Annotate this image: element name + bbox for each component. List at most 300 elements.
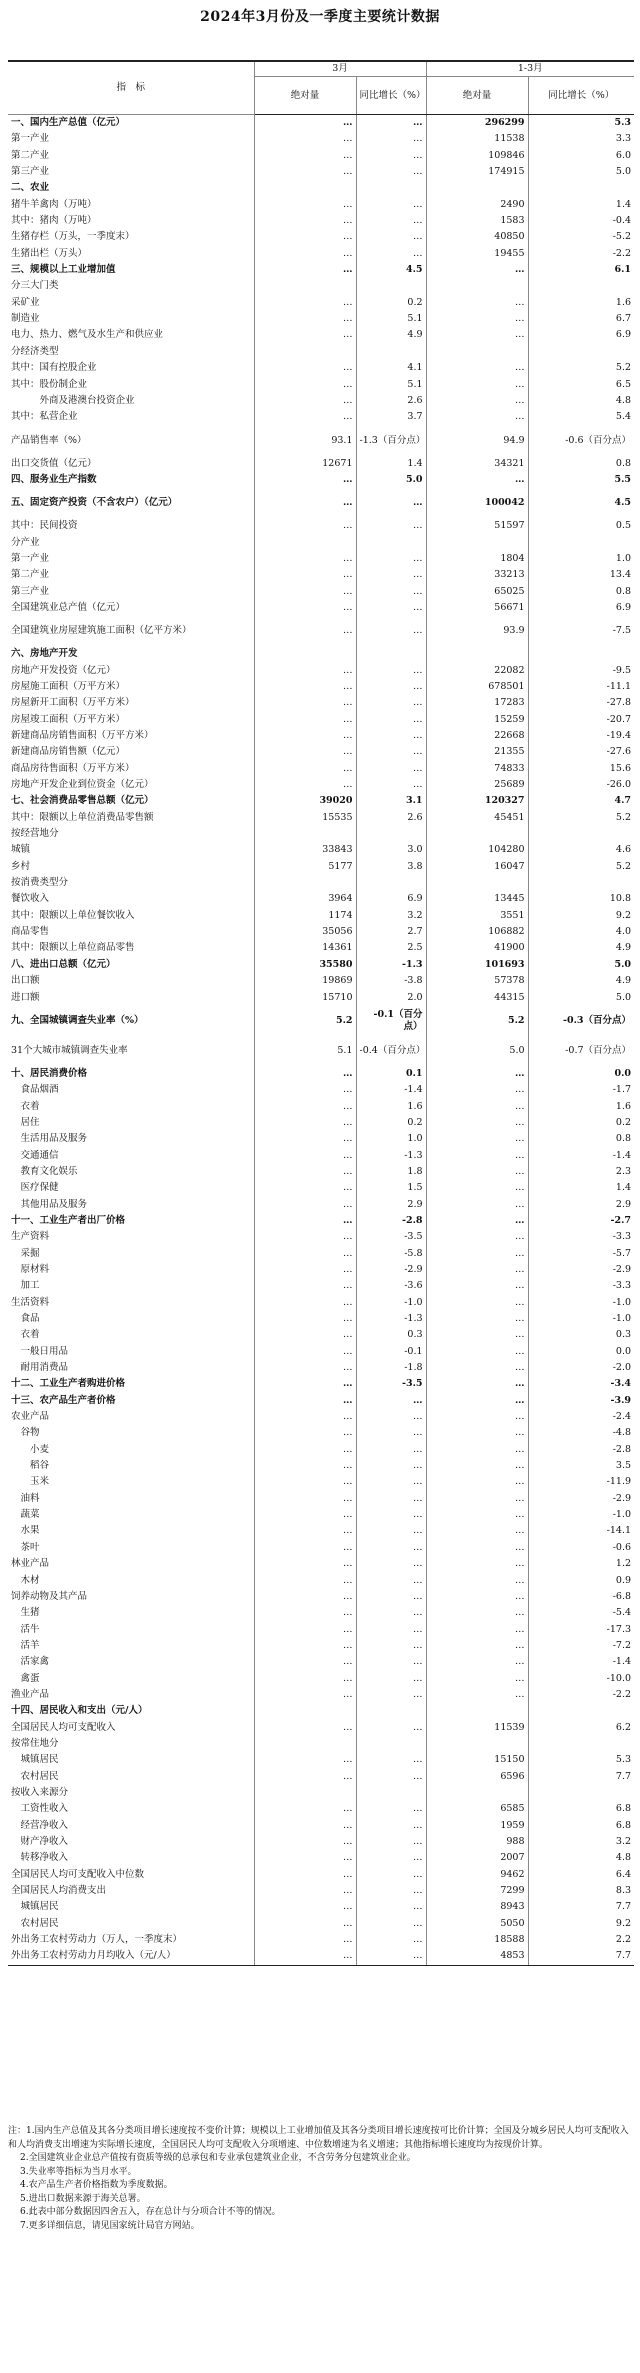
table-row xyxy=(8,1295,634,1311)
month-abs-cell: … xyxy=(254,213,356,229)
row-label: 乡村 xyxy=(11,860,31,872)
table-row xyxy=(8,1393,634,1409)
table-row xyxy=(8,891,634,907)
month-abs-cell: … xyxy=(254,393,356,409)
table-row xyxy=(8,875,634,891)
month-yoy-cell: … xyxy=(356,1932,426,1948)
table-row xyxy=(8,567,634,583)
month-yoy-cell: … xyxy=(356,131,426,147)
ytd-yoy-cell xyxy=(528,1703,634,1719)
table-row xyxy=(8,793,634,809)
row-label: 房屋施工面积（万平方米） xyxy=(11,680,126,692)
ytd-abs-cell: 7299 xyxy=(426,1883,528,1899)
ytd-abs-cell: 13445 xyxy=(426,891,528,907)
ytd-yoy-cell: 4.9 xyxy=(528,973,634,989)
row-label: 蔬菜 xyxy=(11,1509,40,1521)
month-yoy-cell: … xyxy=(356,1883,426,1899)
row-label: 渔业产品 xyxy=(11,1688,50,1700)
table-row xyxy=(8,1036,634,1066)
table-row xyxy=(8,1769,634,1785)
month-yoy-cell xyxy=(356,180,426,196)
table-row xyxy=(8,940,634,956)
ytd-abs-cell xyxy=(426,344,528,360)
month-abs-cell xyxy=(254,1736,356,1752)
month-yoy-cell: … xyxy=(356,663,426,679)
ytd-yoy-cell: 3.2 xyxy=(528,1834,634,1850)
ytd-yoy-cell: -6.8 xyxy=(528,1589,634,1605)
ytd-abs-cell: … xyxy=(426,1605,528,1621)
month-yoy-cell: -1.3 xyxy=(356,1311,426,1327)
ytd-yoy-cell: 5.4 xyxy=(528,409,634,425)
month-yoy-cell xyxy=(356,1785,426,1801)
ytd-abs-cell: … xyxy=(426,1131,528,1147)
ytd-abs-cell: … xyxy=(426,1622,528,1638)
table-row xyxy=(8,695,634,711)
ytd-yoy-cell: 1.4 xyxy=(528,1180,634,1196)
ytd-abs-cell: 2490 xyxy=(426,197,528,213)
ytd-abs-cell: 5050 xyxy=(426,1916,528,1932)
month-yoy-cell: … xyxy=(356,1671,426,1687)
ytd-abs-cell: 2007 xyxy=(426,1850,528,1866)
ytd-yoy-cell: -2.7 xyxy=(528,1213,634,1229)
ytd-yoy-cell: 0.9 xyxy=(528,1573,634,1589)
month-yoy-cell: … xyxy=(356,1867,426,1883)
month-yoy-cell: 2.0 xyxy=(356,990,426,1006)
ytd-abs-cell: … xyxy=(426,1099,528,1115)
ytd-abs-cell: … xyxy=(426,1311,528,1327)
row-label: 房屋竣工面积（万平方米） xyxy=(11,713,126,725)
month-abs-cell: … xyxy=(254,1769,356,1785)
row-label: 分三大门类 xyxy=(11,280,59,292)
month-yoy-cell xyxy=(356,344,426,360)
ytd-abs-cell xyxy=(426,180,528,196)
month-abs-cell: 15710 xyxy=(254,990,356,1006)
month-abs-cell: … xyxy=(254,311,356,327)
ytd-yoy-cell: 9.2 xyxy=(528,908,634,924)
table-body xyxy=(8,115,634,1966)
month-abs-cell: 12671 xyxy=(254,456,356,472)
ytd-abs-cell: 1583 xyxy=(426,213,528,229)
month-yoy-cell: … xyxy=(356,518,426,534)
row-label: 活羊 xyxy=(11,1639,40,1651)
month-abs-cell: … xyxy=(254,1883,356,1899)
table-row xyxy=(8,1834,634,1850)
ytd-abs-cell: … xyxy=(426,1180,528,1196)
table-row xyxy=(8,1344,634,1360)
month-abs-cell: … xyxy=(254,712,356,728)
month-yoy-cell: -2.8 xyxy=(356,1213,426,1229)
footnotes xyxy=(8,2125,634,2233)
month-abs-cell xyxy=(254,646,356,662)
ytd-yoy-cell: -0.4 xyxy=(528,213,634,229)
ytd-yoy-cell: 4.8 xyxy=(528,393,634,409)
ytd-yoy-cell: 5.0 xyxy=(528,957,634,973)
ytd-yoy-cell: -27.6 xyxy=(528,744,634,760)
row-label: 餐饮收入 xyxy=(11,893,50,905)
ytd-yoy-cell: 4.0 xyxy=(528,924,634,940)
ytd-abs-cell: … xyxy=(426,1115,528,1131)
month-yoy-cell: … xyxy=(356,1638,426,1654)
ytd-yoy-cell xyxy=(528,1736,634,1752)
month-abs-cell xyxy=(254,826,356,842)
month-yoy-cell: -1.3（百分点） xyxy=(356,426,426,456)
month-abs-cell: … xyxy=(254,131,356,147)
month-yoy-cell: … xyxy=(356,197,426,213)
month-yoy-cell: … xyxy=(356,1818,426,1834)
row-label: 工资性收入 xyxy=(11,1803,69,1815)
month-yoy-cell: 3.1 xyxy=(356,793,426,809)
month-abs-cell: … xyxy=(254,695,356,711)
month-yoy-cell: … xyxy=(356,1425,426,1441)
row-label: 其中：民间投资 xyxy=(11,520,78,532)
month-yoy-cell: … xyxy=(356,679,426,695)
ytd-abs-cell: 44315 xyxy=(426,990,528,1006)
header-ytd-yoy: 同比增长（%） xyxy=(528,77,634,115)
ytd-yoy-cell: 6.5 xyxy=(528,377,634,393)
month-abs-cell: 35056 xyxy=(254,924,356,940)
ytd-yoy-cell: -1.4 xyxy=(528,1654,634,1670)
table-row xyxy=(8,1752,634,1768)
month-abs-cell: … xyxy=(254,377,356,393)
month-abs-cell: 15535 xyxy=(254,810,356,826)
month-abs-cell: … xyxy=(254,1556,356,1572)
month-yoy-cell: -0.1（百分点） xyxy=(356,1006,426,1036)
ytd-yoy-cell: -2.9 xyxy=(528,1262,634,1278)
ytd-yoy-cell: 5.2 xyxy=(528,360,634,376)
table-row xyxy=(8,1818,634,1834)
month-abs-cell: … xyxy=(254,1148,356,1164)
row-label: 房地产开发企业到位资金（亿元） xyxy=(11,779,154,791)
ytd-abs-cell: 18588 xyxy=(426,1932,528,1948)
ytd-abs-cell: 74833 xyxy=(426,761,528,777)
table-row xyxy=(8,131,634,147)
month-yoy-cell: … xyxy=(356,1687,426,1703)
month-yoy-cell: … xyxy=(356,1654,426,1670)
month-yoy-cell: 0.1 xyxy=(356,1066,426,1082)
month-yoy-cell: … xyxy=(356,600,426,616)
row-label: 木材 xyxy=(11,1574,40,1586)
row-label: 生猪 xyxy=(11,1607,40,1619)
ytd-abs-cell: … xyxy=(426,1523,528,1539)
month-abs-cell: 39020 xyxy=(254,793,356,809)
ytd-abs-cell: 6585 xyxy=(426,1801,528,1817)
ytd-abs-cell: … xyxy=(426,1491,528,1507)
month-yoy-cell: … xyxy=(356,1834,426,1850)
ytd-abs-cell: 17283 xyxy=(426,695,528,711)
month-abs-cell: … xyxy=(254,1687,356,1703)
ytd-yoy-cell: 8.3 xyxy=(528,1883,634,1899)
table-row xyxy=(8,426,634,456)
month-abs-cell: … xyxy=(254,518,356,534)
row-label: 农业产品 xyxy=(11,1411,50,1423)
month-abs-cell: … xyxy=(254,1720,356,1736)
ytd-yoy-cell: -1.0 xyxy=(528,1295,634,1311)
page-title: 2024年3月份及一季度主要统计数据 xyxy=(200,9,440,25)
row-label: 其中：猪肉（万吨） xyxy=(11,215,97,227)
row-label: 城镇居民 xyxy=(11,1754,59,1766)
month-abs-cell: … xyxy=(254,1360,356,1376)
month-abs-cell: … xyxy=(254,1671,356,1687)
row-label: 按收入来源分 xyxy=(11,1786,69,1798)
table-row xyxy=(8,551,634,567)
month-yoy-cell: … xyxy=(356,1507,426,1523)
row-label: 八、进出口总额（亿元） xyxy=(11,958,116,970)
table-row xyxy=(8,344,634,360)
month-abs-cell: … xyxy=(254,1082,356,1098)
month-abs-cell: … xyxy=(254,115,356,132)
ytd-abs-cell: 8943 xyxy=(426,1899,528,1915)
month-yoy-cell: … xyxy=(356,1474,426,1490)
month-abs-cell: … xyxy=(254,761,356,777)
table-row xyxy=(8,1801,634,1817)
ytd-yoy-cell: 7.7 xyxy=(528,1948,634,1965)
ytd-yoy-cell: 6.7 xyxy=(528,311,634,327)
month-yoy-cell: 1.4 xyxy=(356,456,426,472)
month-abs-cell: … xyxy=(254,1589,356,1605)
month-yoy-cell xyxy=(356,875,426,891)
month-abs-cell: … xyxy=(254,744,356,760)
month-abs-cell: 1174 xyxy=(254,908,356,924)
ytd-abs-cell: … xyxy=(426,311,528,327)
month-abs-cell: … xyxy=(254,1654,356,1670)
row-label: 按常住地分 xyxy=(11,1737,59,1749)
table-row xyxy=(8,1736,634,1752)
month-abs-cell: … xyxy=(254,1393,356,1409)
row-label: 全国建筑业总产值（亿元） xyxy=(11,601,126,613)
table-row xyxy=(8,1916,634,1932)
ytd-abs-cell xyxy=(426,1703,528,1719)
month-yoy-cell: … xyxy=(356,1573,426,1589)
row-label: 转移净收入 xyxy=(11,1852,69,1864)
row-label: 新建商品房销售额（亿元） xyxy=(11,746,126,758)
table-row xyxy=(8,278,634,294)
month-abs-cell: … xyxy=(254,1229,356,1245)
table-row xyxy=(8,1654,634,1670)
ytd-yoy-cell: -2.0 xyxy=(528,1360,634,1376)
month-abs-cell xyxy=(254,1785,356,1801)
month-yoy-cell: -3.5 xyxy=(356,1376,426,1392)
month-yoy-cell: … xyxy=(356,1540,426,1556)
ytd-abs-cell: … xyxy=(426,1409,528,1425)
row-label: 二、农业 xyxy=(11,182,50,194)
ytd-yoy-cell: -3.3 xyxy=(528,1278,634,1294)
ytd-abs-cell: 16047 xyxy=(426,859,528,875)
footnote: 3.失业率等指标为当月水平。 xyxy=(20,2166,137,2177)
row-label: 第二产业 xyxy=(11,149,50,161)
ytd-yoy-cell: -11.9 xyxy=(528,1474,634,1490)
month-yoy-cell: … xyxy=(356,551,426,567)
table-row xyxy=(8,1360,634,1376)
ytd-yoy-cell: -1.0 xyxy=(528,1507,634,1523)
month-yoy-cell: -2.9 xyxy=(356,1262,426,1278)
ytd-yoy-cell xyxy=(528,1785,634,1801)
row-label: 全国居民人均可支配收入 xyxy=(11,1721,116,1733)
table-row xyxy=(8,859,634,875)
month-yoy-cell: … xyxy=(356,1769,426,1785)
month-yoy-cell: … xyxy=(356,744,426,760)
table-row xyxy=(8,409,634,425)
ytd-abs-cell: … xyxy=(426,1327,528,1343)
table-row xyxy=(8,1703,634,1719)
ytd-abs-cell: … xyxy=(426,1360,528,1376)
month-abs-cell: … xyxy=(254,1295,356,1311)
ytd-abs-cell: 45451 xyxy=(426,810,528,826)
table-row xyxy=(8,1458,634,1474)
ytd-abs-cell: 100042 xyxy=(426,488,528,518)
month-yoy-cell: … xyxy=(356,115,426,132)
ytd-abs-cell: … xyxy=(426,1654,528,1670)
table-row xyxy=(8,1327,634,1343)
ytd-abs-cell: 11539 xyxy=(426,1720,528,1736)
ytd-abs-cell: … xyxy=(426,472,528,488)
ytd-abs-cell: … xyxy=(426,1148,528,1164)
month-abs-cell: … xyxy=(254,1131,356,1147)
ytd-abs-cell: … xyxy=(426,1344,528,1360)
header-month: 3月 xyxy=(254,61,426,77)
row-label: 稻谷 xyxy=(11,1460,50,1472)
month-yoy-cell: 3.7 xyxy=(356,409,426,425)
ytd-abs-cell: 40850 xyxy=(426,229,528,245)
ytd-abs-cell: 11538 xyxy=(426,131,528,147)
ytd-abs-cell: 1959 xyxy=(426,1818,528,1834)
header-month-yoy: 同比增长（%） xyxy=(356,77,426,115)
ytd-yoy-cell: 6.2 xyxy=(528,1720,634,1736)
ytd-yoy-cell: 4.8 xyxy=(528,1850,634,1866)
ytd-yoy-cell: -19.4 xyxy=(528,728,634,744)
ytd-yoy-cell: -0.6（百分点） xyxy=(528,426,634,456)
ytd-abs-cell: 15259 xyxy=(426,712,528,728)
ytd-abs-cell: 33213 xyxy=(426,567,528,583)
month-abs-cell: … xyxy=(254,1376,356,1392)
table-row xyxy=(8,1006,634,1036)
month-yoy-cell: 2.6 xyxy=(356,393,426,409)
month-abs-cell: … xyxy=(254,1638,356,1654)
month-yoy-cell: … xyxy=(356,1589,426,1605)
ytd-yoy-cell xyxy=(528,646,634,662)
ytd-yoy-cell: 15.6 xyxy=(528,761,634,777)
header-ytd-abs: 绝对量 xyxy=(426,77,528,115)
ytd-yoy-cell: -5.4 xyxy=(528,1605,634,1621)
row-label: 禽蛋 xyxy=(11,1672,40,1684)
footnote: 注：1.国内生产总值及其各分类项目增长速度按不变价计算；规模以上工业增加值及其各分类项目增长速度按可比价计算；全国及分城乡居民人均可支配收入和人均消费支出增速为实际增长速度，全国居民人均可支配收入分项增速、中位数增速为名义增速；其他指标增长速度均为按现价计算。 xyxy=(8,2126,629,2150)
footnote: 6.此表中部分数据因四舍五入，存在总计与分项合计不等的情况。 xyxy=(20,2207,281,2217)
table-row xyxy=(8,1311,634,1327)
ytd-yoy-cell: 0.8 xyxy=(528,584,634,600)
table-row xyxy=(8,1164,634,1180)
ytd-yoy-cell xyxy=(528,278,634,294)
table-row xyxy=(8,327,634,343)
ytd-yoy-cell: -0.7（百分点） xyxy=(528,1036,634,1066)
row-label: 一般日用品 xyxy=(11,1345,69,1357)
month-abs-cell: 35580 xyxy=(254,957,356,973)
month-abs-cell: … xyxy=(254,1458,356,1474)
row-label: 十三、农产品生产者价格 xyxy=(11,1394,116,1406)
row-label: 城镇 xyxy=(11,844,31,856)
table-row xyxy=(8,1066,634,1082)
ytd-yoy-cell: 1.0 xyxy=(528,551,634,567)
table-row xyxy=(8,393,634,409)
month-yoy-cell: 1.6 xyxy=(356,1099,426,1115)
ytd-abs-cell: … xyxy=(426,1458,528,1474)
ytd-abs-cell: 5.0 xyxy=(426,1036,528,1066)
ytd-yoy-cell: -2.2 xyxy=(528,1687,634,1703)
table-row xyxy=(8,518,634,534)
ytd-yoy-cell: -2.9 xyxy=(528,1491,634,1507)
ytd-abs-cell: 15150 xyxy=(426,1752,528,1768)
month-yoy-cell: … xyxy=(356,1393,426,1409)
month-abs-cell xyxy=(254,278,356,294)
row-label: 第三产业 xyxy=(11,166,50,178)
table-row xyxy=(8,1687,634,1703)
ytd-yoy-cell: 0.3 xyxy=(528,1327,634,1343)
month-yoy-cell: -3.5 xyxy=(356,1229,426,1245)
table-row xyxy=(8,1213,634,1229)
row-label: 房地产开发投资（亿元） xyxy=(11,664,116,676)
ytd-yoy-cell: 5.2 xyxy=(528,810,634,826)
row-label: 其中：私营企业 xyxy=(11,411,78,423)
month-abs-cell: … xyxy=(254,1099,356,1115)
ytd-abs-cell xyxy=(426,1785,528,1801)
table-row xyxy=(8,1131,634,1147)
row-label: 九、全国城镇调查失业率（%） xyxy=(11,1014,144,1026)
row-label: 房屋新开工面积（万平方米） xyxy=(11,697,135,709)
month-abs-cell: … xyxy=(254,1197,356,1213)
month-yoy-cell: 3.0 xyxy=(356,842,426,858)
row-label: 活家禽 xyxy=(11,1656,50,1668)
table-row xyxy=(8,777,634,793)
ytd-abs-cell: … xyxy=(426,1540,528,1556)
table-row xyxy=(8,180,634,196)
table-row xyxy=(8,1883,634,1899)
ytd-abs-cell: … xyxy=(426,1589,528,1605)
ytd-yoy-cell: 7.7 xyxy=(528,1899,634,1915)
month-yoy-cell: 0.3 xyxy=(356,1327,426,1343)
row-label: 第二产业 xyxy=(11,569,50,581)
month-yoy-cell xyxy=(356,278,426,294)
row-label: 生猪存栏（万头，一季度末） xyxy=(11,231,135,243)
table-row xyxy=(8,616,634,646)
ytd-abs-cell: 41900 xyxy=(426,940,528,956)
ytd-yoy-cell: 6.1 xyxy=(528,262,634,278)
row-label: 六、房地产开发 xyxy=(11,648,78,660)
table-row xyxy=(8,1867,634,1883)
ytd-yoy-cell: -3.4 xyxy=(528,1376,634,1392)
month-abs-cell: … xyxy=(254,360,356,376)
ytd-abs-cell: … xyxy=(426,1066,528,1082)
ytd-yoy-cell: 1.6 xyxy=(528,295,634,311)
row-label: 农村居民 xyxy=(11,1770,59,1782)
ytd-yoy-cell: -27.8 xyxy=(528,695,634,711)
table-row xyxy=(8,1573,634,1589)
table-row xyxy=(8,957,634,973)
ytd-abs-cell: … xyxy=(426,393,528,409)
ytd-yoy-cell: -5.2 xyxy=(528,229,634,245)
ytd-yoy-cell: 1.2 xyxy=(528,1556,634,1572)
row-label: 十四、居民收入和支出（元/人） xyxy=(11,1705,148,1717)
month-abs-cell: 5177 xyxy=(254,859,356,875)
ytd-abs-cell: 34321 xyxy=(426,456,528,472)
table-row xyxy=(8,213,634,229)
month-abs-cell: … xyxy=(254,600,356,616)
row-label: 采矿业 xyxy=(11,296,40,308)
table-row xyxy=(8,600,634,616)
row-label: 茶叶 xyxy=(11,1541,40,1553)
row-label: 原材料 xyxy=(11,1263,50,1275)
row-label: 分经济类型 xyxy=(11,345,59,357)
ytd-abs-cell: 106882 xyxy=(426,924,528,940)
table-row xyxy=(8,842,634,858)
ytd-abs-cell: 94.9 xyxy=(426,426,528,456)
